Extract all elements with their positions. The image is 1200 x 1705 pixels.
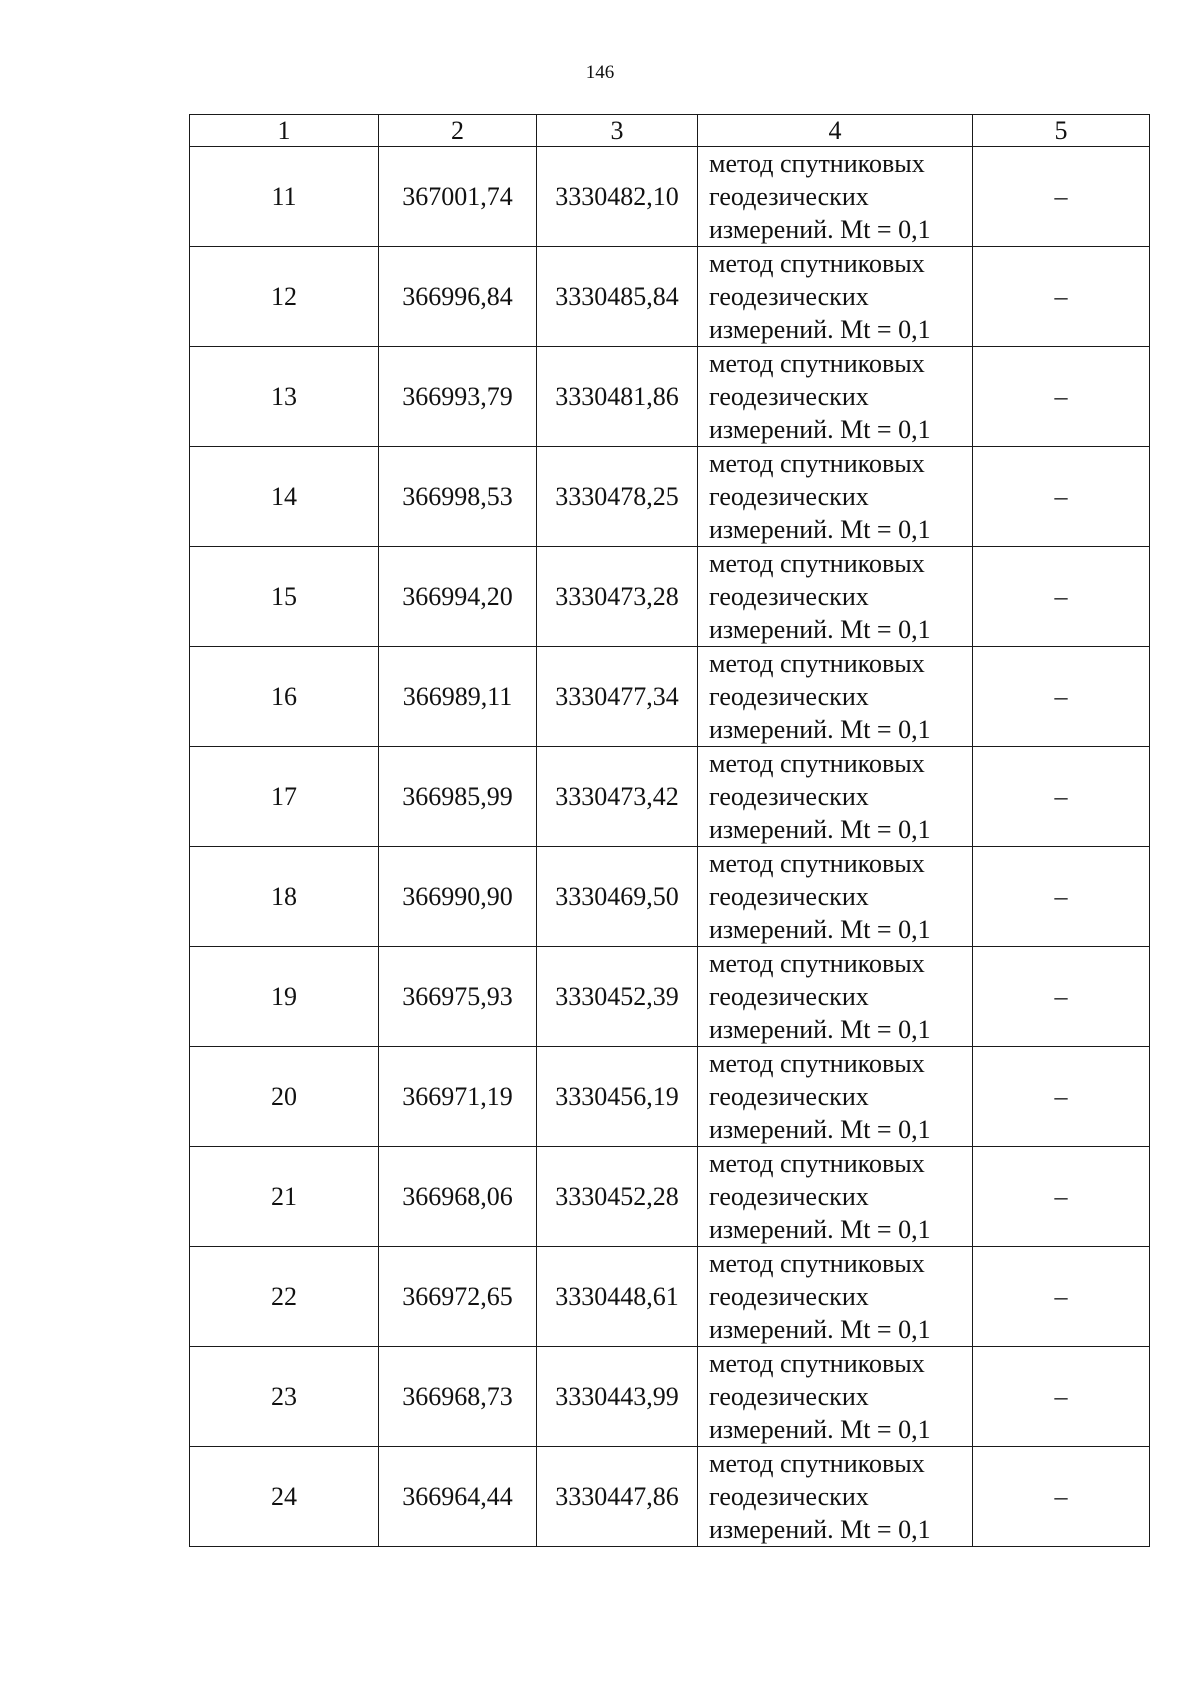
method-line: метод спутниковых [709, 349, 925, 378]
note-cell: – [973, 247, 1150, 347]
header-cell-4: 4 [698, 115, 973, 147]
method-line: метод спутниковых [709, 1249, 925, 1278]
method-line: измерений. Mt = 0,1 [709, 915, 931, 944]
method-line: метод спутниковых [709, 949, 925, 978]
method-line: метод спутниковых [709, 149, 925, 178]
point-number-cell: 16 [190, 647, 379, 747]
method-line: геодезических [709, 482, 869, 511]
table-row [190, 1147, 1150, 1247]
coordinate-x-cell: 366972,65 [379, 1247, 537, 1347]
method-line: измерений. Mt = 0,1 [709, 515, 931, 544]
coordinate-x-cell: 366968,73 [379, 1347, 537, 1447]
method-line: геодезических [709, 1282, 869, 1311]
method-line: измерений. Mt = 0,1 [709, 415, 931, 444]
table-row [190, 747, 1150, 847]
method-cell [698, 347, 973, 447]
method-line: метод спутниковых [709, 549, 925, 578]
method-line: метод спутниковых [709, 649, 925, 678]
table-row [190, 647, 1150, 747]
point-number-cell: 22 [190, 1247, 379, 1347]
method-line: метод спутниковых [709, 449, 925, 478]
method-cell [698, 847, 973, 947]
note-cell: – [973, 647, 1150, 747]
method-line: измерений. Mt = 0,1 [709, 615, 931, 644]
point-number-cell: 24 [190, 1447, 379, 1547]
coordinate-y-cell: 3330478,25 [537, 447, 698, 547]
note-cell: – [973, 347, 1150, 447]
table-row [190, 147, 1150, 247]
coordinate-y-cell: 3330473,42 [537, 747, 698, 847]
point-number-cell: 23 [190, 1347, 379, 1447]
note-cell: – [973, 847, 1150, 947]
note-cell: – [973, 1347, 1150, 1447]
table-row [190, 547, 1150, 647]
table-row [190, 847, 1150, 947]
note-cell: – [973, 447, 1150, 547]
method-line: метод спутниковых [709, 749, 925, 778]
method-line: метод спутниковых [709, 249, 925, 278]
method-line: измерений. Mt = 0,1 [709, 1415, 931, 1444]
coordinate-y-cell: 3330448,61 [537, 1247, 698, 1347]
note-cell: – [973, 1447, 1150, 1547]
coordinate-x-cell: 367001,74 [379, 147, 537, 247]
method-line: измерений. Mt = 0,1 [709, 1515, 931, 1544]
coordinate-y-cell: 3330477,34 [537, 647, 698, 747]
point-number-cell: 21 [190, 1147, 379, 1247]
method-line: геодезических [709, 1382, 869, 1411]
method-cell [698, 1447, 973, 1547]
method-line: измерений. Mt = 0,1 [709, 215, 931, 244]
coordinate-y-cell: 3330443,99 [537, 1347, 698, 1447]
method-cell [698, 1247, 973, 1347]
coordinate-x-cell: 366990,90 [379, 847, 537, 947]
method-cell [698, 1147, 973, 1247]
note-cell: – [973, 547, 1150, 647]
coordinate-y-cell: 3330482,10 [537, 147, 698, 247]
coordinate-y-cell: 3330456,19 [537, 1047, 698, 1147]
method-line: измерений. Mt = 0,1 [709, 815, 931, 844]
coordinates-table [189, 114, 1150, 1547]
header-cell-1: 1 [190, 115, 379, 147]
coordinate-x-cell: 366996,84 [379, 247, 537, 347]
method-cell [698, 147, 973, 247]
table-row [190, 1047, 1150, 1147]
method-line: метод спутниковых [709, 1149, 925, 1178]
coordinate-x-cell: 366975,93 [379, 947, 537, 1047]
coordinate-y-cell: 3330473,28 [537, 547, 698, 647]
method-line: геодезических [709, 782, 869, 811]
method-line: измерений. Mt = 0,1 [709, 715, 931, 744]
point-number-cell: 17 [190, 747, 379, 847]
coordinate-y-cell: 3330452,39 [537, 947, 698, 1047]
method-line: геодезических [709, 682, 869, 711]
method-line: геодезических [709, 382, 869, 411]
note-cell: – [973, 947, 1150, 1047]
header-row [190, 115, 1150, 147]
table-row [190, 1347, 1150, 1447]
method-line: измерений. Mt = 0,1 [709, 315, 931, 344]
method-line: геодезических [709, 1082, 869, 1111]
note-cell: – [973, 747, 1150, 847]
point-number-cell: 19 [190, 947, 379, 1047]
coordinate-y-cell: 3330469,50 [537, 847, 698, 947]
method-cell [698, 1347, 973, 1447]
header-cell-5: 5 [973, 115, 1150, 147]
coordinate-x-cell: 366964,44 [379, 1447, 537, 1547]
coordinate-x-cell: 366994,20 [379, 547, 537, 647]
table-row [190, 247, 1150, 347]
note-cell: – [973, 1047, 1150, 1147]
method-cell [698, 247, 973, 347]
method-line: геодезических [709, 282, 869, 311]
method-line: геодезических [709, 1182, 869, 1211]
point-number-cell: 12 [190, 247, 379, 347]
method-cell [698, 747, 973, 847]
note-cell: – [973, 147, 1150, 247]
method-cell [698, 447, 973, 547]
table-row [190, 347, 1150, 447]
page-number: 146 [585, 62, 615, 83]
method-line: геодезических [709, 1482, 869, 1511]
point-number-cell: 11 [190, 147, 379, 247]
method-cell [698, 947, 973, 1047]
header-cell-2: 2 [379, 115, 537, 147]
method-line: метод спутниковых [709, 1449, 925, 1478]
point-number-cell: 13 [190, 347, 379, 447]
method-cell [698, 1047, 973, 1147]
method-line: измерений. Mt = 0,1 [709, 1015, 931, 1044]
method-line: метод спутниковых [709, 1049, 925, 1078]
point-number-cell: 18 [190, 847, 379, 947]
coordinate-y-cell: 3330481,86 [537, 347, 698, 447]
point-number-cell: 15 [190, 547, 379, 647]
point-number-cell: 20 [190, 1047, 379, 1147]
note-cell: – [973, 1147, 1150, 1247]
header-cell-3: 3 [537, 115, 698, 147]
coordinate-x-cell: 366989,11 [379, 647, 537, 747]
method-cell [698, 647, 973, 747]
table-row [190, 947, 1150, 1047]
method-line: метод спутниковых [709, 1349, 925, 1378]
method-line: измерений. Mt = 0,1 [709, 1315, 931, 1344]
method-line: метод спутниковых [709, 849, 925, 878]
table-header [190, 115, 1150, 147]
coordinate-x-cell: 366993,79 [379, 347, 537, 447]
coordinate-x-cell: 366985,99 [379, 747, 537, 847]
method-line: геодезических [709, 582, 869, 611]
method-line: измерений. Mt = 0,1 [709, 1115, 931, 1144]
method-line: геодезических [709, 982, 869, 1011]
coordinate-x-cell: 366971,19 [379, 1047, 537, 1147]
method-cell [698, 547, 973, 647]
table-body [190, 147, 1150, 1547]
coordinate-y-cell: 3330485,84 [537, 247, 698, 347]
table-row [190, 1247, 1150, 1347]
coordinate-x-cell: 366998,53 [379, 447, 537, 547]
coordinate-x-cell: 366968,06 [379, 1147, 537, 1247]
method-line: геодезических [709, 182, 869, 211]
table-row [190, 447, 1150, 547]
method-line: геодезических [709, 882, 869, 911]
method-line: измерений. Mt = 0,1 [709, 1215, 931, 1244]
note-cell: – [973, 1247, 1150, 1347]
coordinate-y-cell: 3330452,28 [537, 1147, 698, 1247]
coordinate-y-cell: 3330447,86 [537, 1447, 698, 1547]
point-number-cell: 14 [190, 447, 379, 547]
table-row [190, 1447, 1150, 1547]
